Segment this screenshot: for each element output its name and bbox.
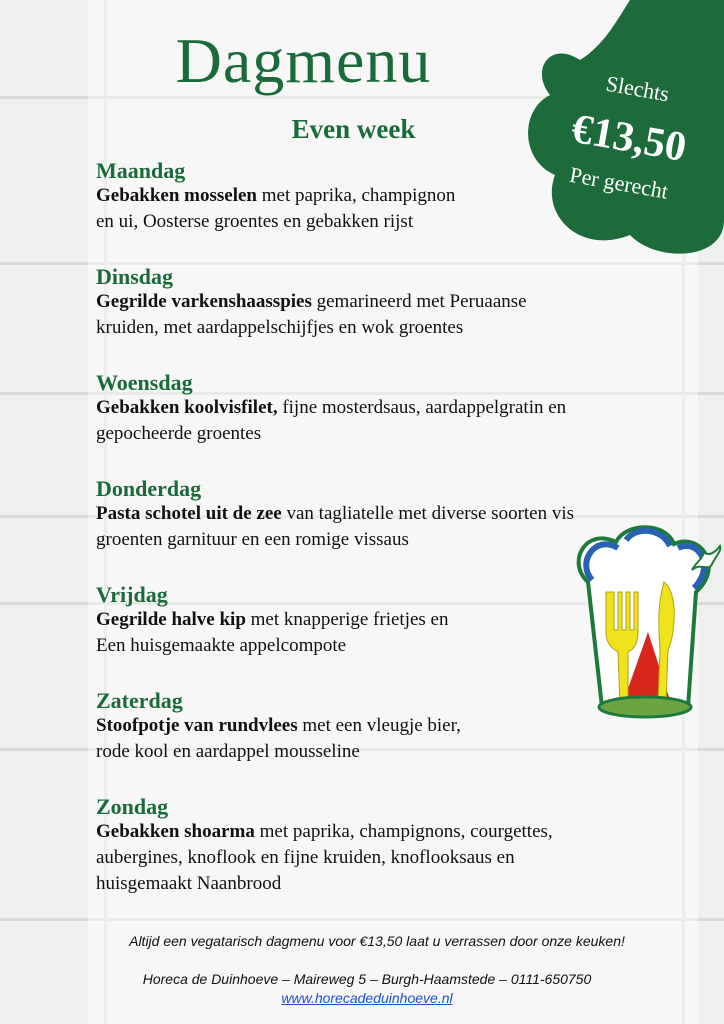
dish-description: van tagliatelle met diverse soorten vis [281,503,575,524]
day-name: Zaterdag [96,688,183,713]
badge-line1: Slechts [604,70,672,107]
dish-title: Gebakken koolvisfilet, [96,397,278,418]
day-name: Woensdag [96,370,193,395]
badge-line3: Per gerecht [567,161,671,204]
dish-description: met paprika, champignons, courgettes, [254,821,553,842]
page-title: Dagmenu [175,25,432,96]
dish-line2: aubergines, knoflook en fijne kruiden, knoflooksaus en [96,847,515,868]
dish-line2: rode kool en aardappel mousseline [96,741,360,762]
dish-description: met een vleugje bier, [297,715,461,736]
dish-line2: groenten garnituur en een romige vissaus [96,529,409,550]
day-name: Zondag [96,794,169,819]
day-dinsdag [96,264,696,370]
day-name: Donderdag [96,476,202,501]
day-woensdag [96,370,696,476]
day-name: Dinsdag [96,264,174,289]
dish-title: Gegrilde halve kip [96,609,246,630]
dish-description: fijne mosterdsaus, aardappelgratin en [277,397,567,418]
vegetarian-note: Altijd een vegatarisch dagmenu voor €13,50 laat u verrassen door onze keuken! [129,933,625,949]
dish-description: met knapperige frietjes en [245,609,449,630]
chef-hat-cutlery-icon [566,522,722,724]
week-label: Even week [291,114,416,144]
website-link[interactable]: www.horecadeduinhoeve.nl [281,990,453,1006]
dish-title: Gebakken shoarma [96,821,255,842]
dish-line2: gepocheerde groentes [96,423,262,444]
dish-title: Gebakken mosselen [96,185,257,206]
day-name: Maandag [96,158,186,183]
dish-title: Pasta schotel uit de zee [96,503,282,524]
dish-title: Gegrilde varkenshaasspies [96,291,312,312]
dish-description: gemarineerd met Peruaanse [311,291,527,312]
day-name: Vrijdag [96,582,168,607]
badge-price: €13,50 [567,105,690,171]
dish-line2: en ui, Oosterse groentes en gebakken rijst [96,211,414,232]
dish-title: Stoofpotje van rundvlees [96,715,298,736]
dish-description: met paprika, champignon [257,185,456,206]
address-line: Horeca de Duinhoeve – Maireweg 5 – Burgh-Haamstede – 0111-650750 [142,971,592,987]
day-zondag [96,794,696,900]
dish-line2: Een huisgemaakte appelcompote [96,635,347,656]
day-maandag [96,158,696,264]
dish-line2: kruiden, met aardappelschijfjes en wok groentes [96,317,464,338]
dish-line3: huisgemaakt Naanbrood [96,873,282,894]
